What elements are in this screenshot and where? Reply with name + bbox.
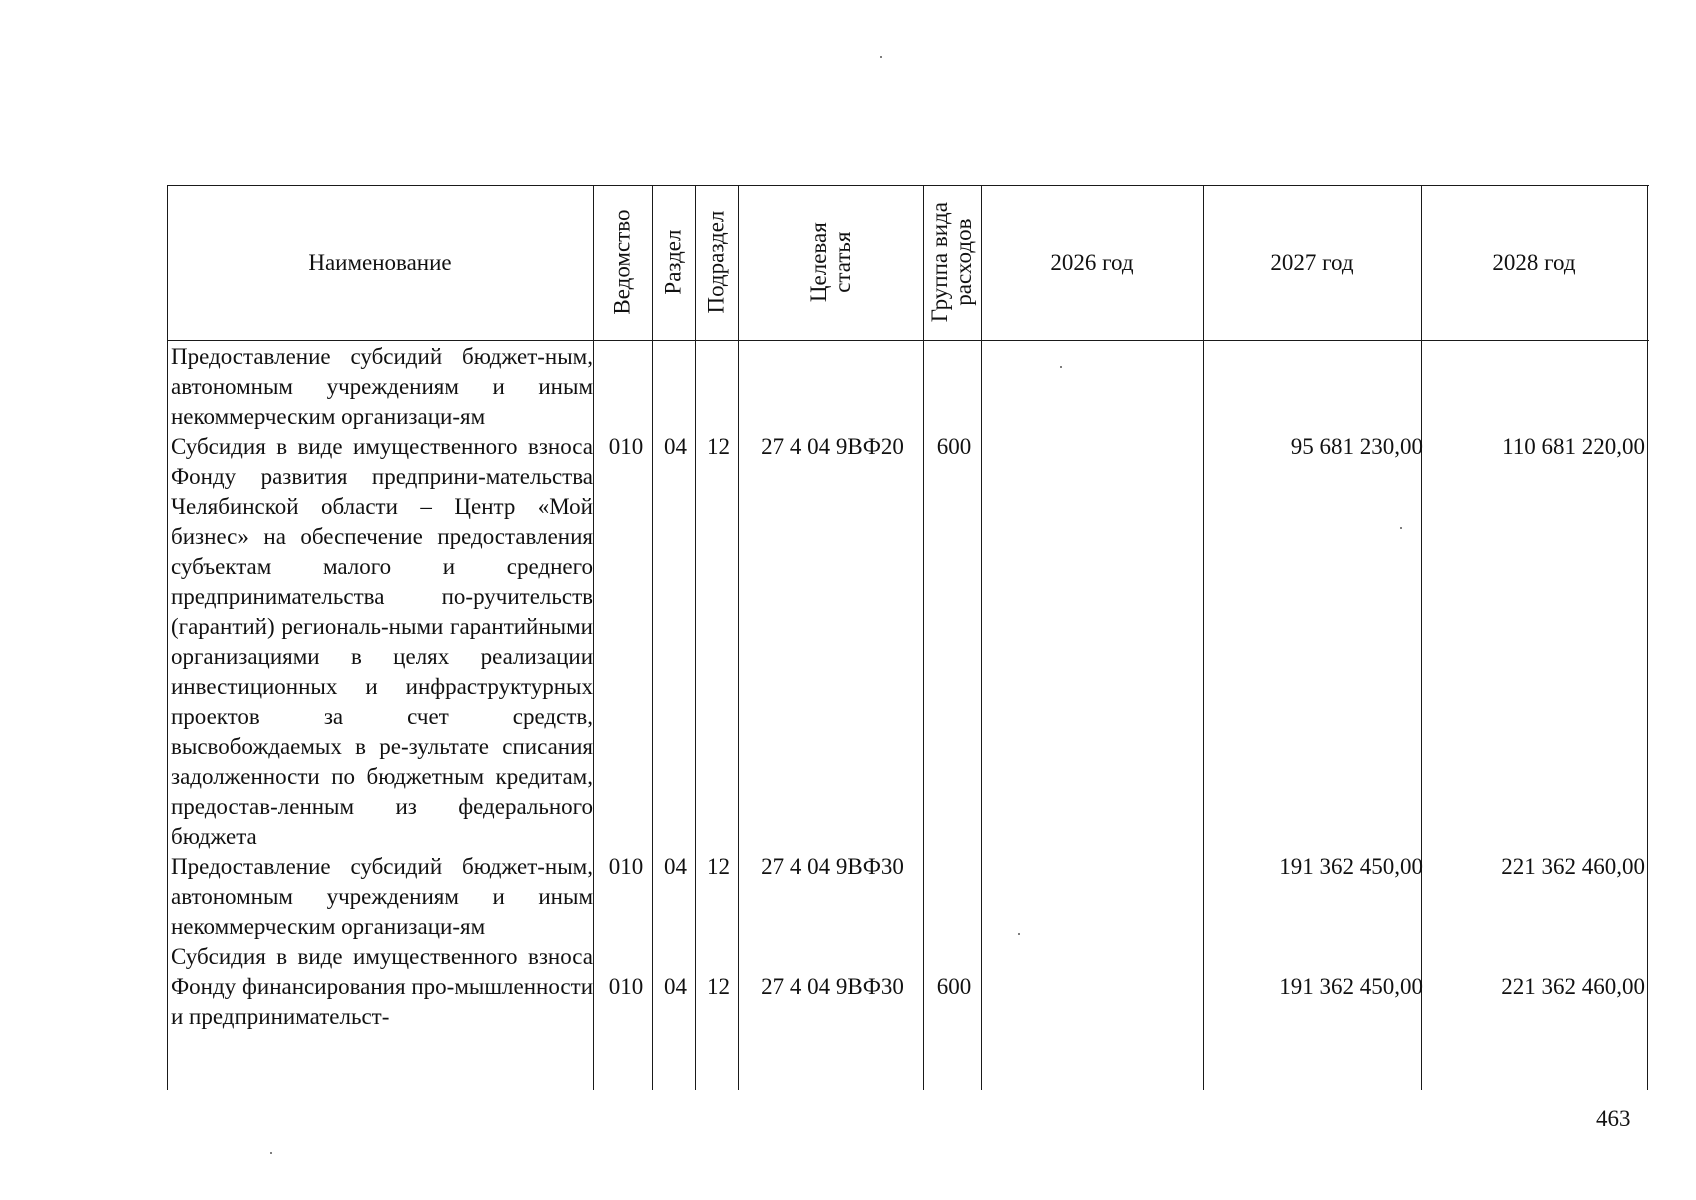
- row-1-2027: 95 681 230,00: [1290, 434, 1423, 459]
- header-2026-label: 2026 год: [1050, 249, 1134, 275]
- row-1-2028: 110 681 220,00: [1502, 434, 1645, 459]
- header-name: [167, 185, 593, 340]
- header-dept: [593, 185, 652, 340]
- column-divider: [1647, 185, 1648, 1090]
- row-2-2027: 191 362 450,00: [1279, 854, 1423, 879]
- row-4-name: Субсидия в виде имущественного взноса Фонду финансирования про-мышленности и предпринимательст-: [171, 944, 593, 1029]
- row-3-2027: 191 362 450,00: [1279, 974, 1423, 999]
- row-3-subsection: 12: [707, 974, 730, 999]
- row-1-target: 27 4 04 9ВФ20: [761, 434, 904, 459]
- row-3-target: 27 4 04 9ВФ30: [761, 974, 904, 999]
- page-number: 463: [1596, 1106, 1631, 1131]
- header-group: [923, 185, 981, 340]
- header-target: [738, 185, 923, 340]
- scan-speck: [880, 56, 882, 58]
- row-3-group: 600: [936, 974, 972, 999]
- row-3-name: Предоставление субсидий бюджет-ным, автономным учреждениям и иным некоммерческим организаци-ям: [171, 854, 593, 939]
- header-target-line1: Целевая: [805, 222, 831, 303]
- scan-speck: [270, 1152, 272, 1154]
- scan-speck: [1018, 933, 1020, 935]
- header-2028: [1421, 185, 1647, 340]
- header-subsection: [695, 185, 738, 340]
- names-column: [171, 342, 593, 1032]
- row-1-subsection: 12: [707, 434, 730, 459]
- row-1-dept: 010: [608, 434, 644, 459]
- header-2028-label: 2028 год: [1492, 249, 1576, 275]
- header-group-label: [928, 202, 976, 322]
- scan-speck: [1060, 366, 1062, 368]
- header-2026: [981, 185, 1203, 340]
- header-bottom-border: [167, 340, 1649, 341]
- row-3-2028: 221 362 460,00: [1501, 974, 1645, 999]
- header-section: [652, 185, 695, 340]
- header-target-line2: статья: [829, 231, 855, 294]
- row-3-dept: 010: [608, 974, 644, 999]
- scan-speck: [1400, 527, 1402, 529]
- header-name-label: Наименование: [308, 249, 452, 275]
- header-group-line1: Группа вида: [926, 202, 952, 323]
- row-1-section: 04: [664, 434, 687, 459]
- header-target-label: [806, 223, 854, 303]
- row-1-name: Предоставление субсидий бюджет-ным, автономным учреждениям и иным некоммерческим организаци-ям: [171, 344, 593, 429]
- header-section-label: Раздел: [660, 229, 686, 296]
- header-subsection-label: Подраздел: [703, 211, 729, 314]
- header-dept-label: Ведомство: [609, 209, 635, 316]
- row-2-section: 04: [664, 854, 687, 879]
- row-2-2028: 221 362 460,00: [1501, 854, 1645, 879]
- row-3-section: 04: [664, 974, 687, 999]
- row-2-target: 27 4 04 9ВФ30: [761, 854, 904, 879]
- row-2-dept: 010: [608, 854, 644, 879]
- row-2-name: Субсидия в виде имущественного взноса Фонду развития предприни-мательства Челябинской области – Центр «Мой бизнес» на обеспечение предоставления субъектам малого и среднего предпринимательства по-ручительств (гарантий) региональ-ными гарантийными организациями в целях реализации инвестиционных и инфраструктурных проектов за счет средств, высвобождаемых в ре-зультате списания задолженности по бюджетным кредитам, предостав-ленным из федерального бюджета: [171, 434, 593, 849]
- row-1-group: 600: [936, 434, 972, 459]
- budget-table: [167, 185, 1649, 1090]
- header-2027-label: 2027 год: [1270, 249, 1354, 275]
- header-2027: [1203, 185, 1421, 340]
- header-group-line2: расходов: [951, 218, 977, 307]
- row-2-subsection: 12: [707, 854, 730, 879]
